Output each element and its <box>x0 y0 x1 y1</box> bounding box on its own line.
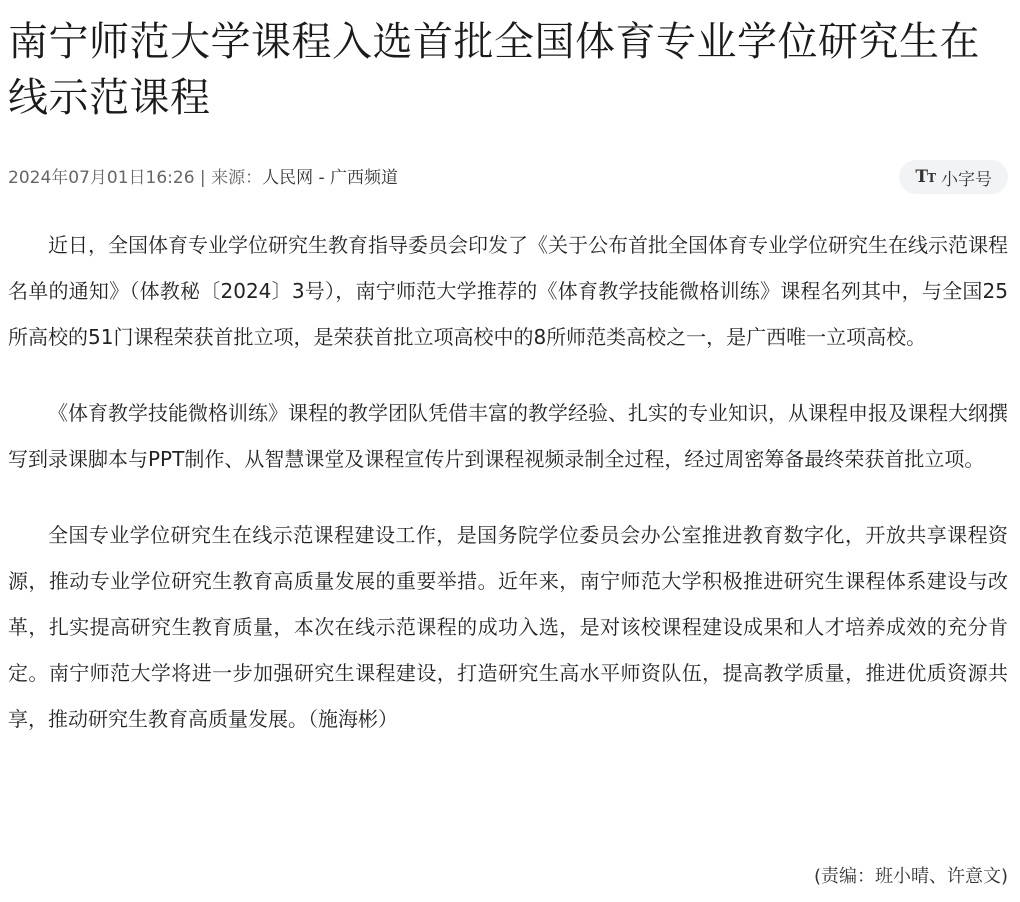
source-label: 来源： <box>211 168 263 188</box>
article <box>8 0 1008 887</box>
source-name[interactable]: 人民网 - 广西频道 <box>262 168 399 188</box>
font-size-label: 小字号 <box>941 169 992 190</box>
meta-separator: | <box>194 168 212 188</box>
paragraph: 近日，全国体育专业学位研究生教育指导委员会印发了《关于公布首批全国体育专业学位研究生在线示范课程名单的通知》（体教秘〔2024〕3号），南宁师范大学推荐的《体育教学技能微格训练》课程名列其中，与全国25所高校的51门课程荣获首批立项，是荣获首批立项高校中的8所师范类高校之一，是广西唯一立项高校。 <box>8 233 1008 349</box>
meta-row <box>8 160 1008 196</box>
article-body <box>8 222 1008 772</box>
font-size-toggle-button[interactable] <box>899 160 1008 194</box>
article-meta <box>8 165 398 191</box>
paragraph: 全国专业学位研究生在线示范课程建设工作，是国务院学位委员会办公室推进教育数字化，开放共享课程资源，推动专业学位研究生教育高质量发展的重要举措。近年来，南宁师范大学积极推进研究生课程体系建设与改革，扎实提高研究生教育质量，本次在线示范课程的成功入选，是对该校课程建设成果和人才培养成效的充分肯定。南宁师范大学将进一步加强研究生课程建设，打造研究生高水平师资队伍，提高教学质量，推进优质资源共享，推动研究生教育高质量发展。（施海彬） <box>8 523 1008 731</box>
editor-credit: (责编：班小晴、许意文) <box>813 866 1008 887</box>
text-size-icon: TT <box>915 167 935 187</box>
publish-date: 2024年07月01日16:26 <box>8 168 195 188</box>
article-title: 南宁师范大学课程入选首批全国体育专业学位研究生在线示范课程 <box>8 19 980 121</box>
paragraph: 《体育教学技能微格训练》课程的教学团队凭借丰富的教学经验、扎实的专业知识，从课程申报及课程大纲撰写到录课脚本与PPT制作、从智慧课堂及课程宣传片到课程视频录制全过程，经过周密筹备最终荣获首批立项。 <box>8 401 1008 471</box>
